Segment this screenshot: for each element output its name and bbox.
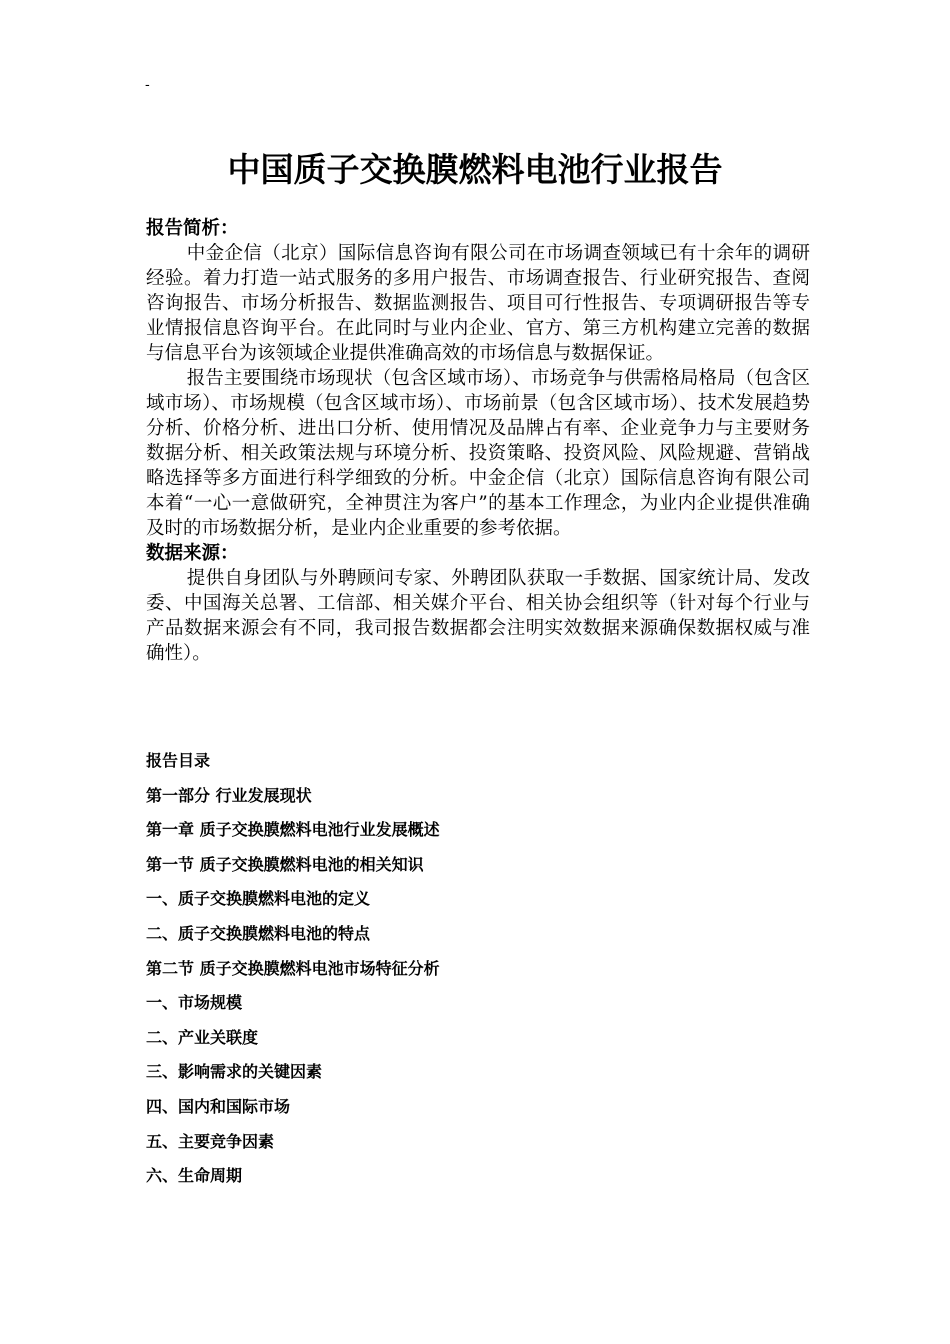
toc-item: 二、产业关联度	[146, 1027, 259, 1047]
toc-item: 六、生命周期	[146, 1166, 243, 1186]
toc-heading: 报告目录	[146, 751, 211, 770]
toc-item: 第一节 质子交换膜燃料电池的相关知识	[146, 854, 424, 874]
source-paragraph: 提供自身团队与外聘顾问专家、外聘团队获取一手数据、国家统计局、发改委、中国海关总署、工信部、相关媒介平台、相关协会组织等（针对每个行业与产品数据来源会有不同，我司报告数据都会注明实效数据来源确保数据权威与准确性）。	[146, 568, 810, 664]
toc-item: 一、质子交换膜燃料电池的定义	[146, 889, 371, 909]
summary-paragraph-1: 中金企信（北京）国际信息咨询有限公司在市场调查领域已有十余年的调研经验。着力打造一站式服务的多用户报告、市场调查报告、行业研究报告、查阅咨询报告、市场分析报告、数据监测报告、项目可行性报告、专项调研报告等专业情报信息咨询平台。在此同时与业内企业、官方、第三方机构建立完善的数据与信息平台为该领域企业提供准确高效的市场信息与数据保证。	[146, 243, 810, 364]
summary-heading: 报告简析：	[146, 218, 239, 239]
source-heading: 数据来源：	[146, 543, 239, 564]
toc-item: 三、影响需求的关键因素	[146, 1062, 323, 1082]
toc-item: 五、主要竞争因素	[146, 1131, 275, 1151]
report-body	[146, 216, 810, 666]
summary-paragraph-2: 报告主要围绕市场现状（包含区域市场）、市场竞争与供需格局格局（包含区域市场）、市场规模（包含区域市场）、市场前景（包含区域市场）、技术发展趋势分析、价格分析、进出口分析、使用情况及品牌占有率、企业竞争力与主要财务数据分析、相关政策法规与环境分析、投资策略、投资风险、风险规避、营销战略选择等多方面进行科学细致的分析。中金企信（北京）国际信息咨询有限公司本着“一心一意做研究，全神贯注为客户”的基本工作理念，为业内企业提供准确及时的市场数据分析，是业内企业重要的参考依据。	[146, 368, 810, 539]
toc-item: 第二节 质子交换膜燃料电池市场特征分析	[146, 958, 440, 978]
toc-item: 第一部分 行业发展现状	[146, 785, 312, 805]
document-title: 中国质子交换膜燃料电池行业报告	[227, 150, 723, 190]
page-corner-mark: -	[145, 77, 150, 93]
table-of-contents	[146, 748, 806, 1198]
toc-item: 四、国内和国际市场	[146, 1096, 291, 1116]
toc-item: 一、市场规模	[146, 993, 243, 1013]
toc-item: 第一章 质子交换膜燃料电池行业发展概述	[146, 820, 440, 840]
toc-item: 二、质子交换膜燃料电池的特点	[146, 923, 371, 943]
